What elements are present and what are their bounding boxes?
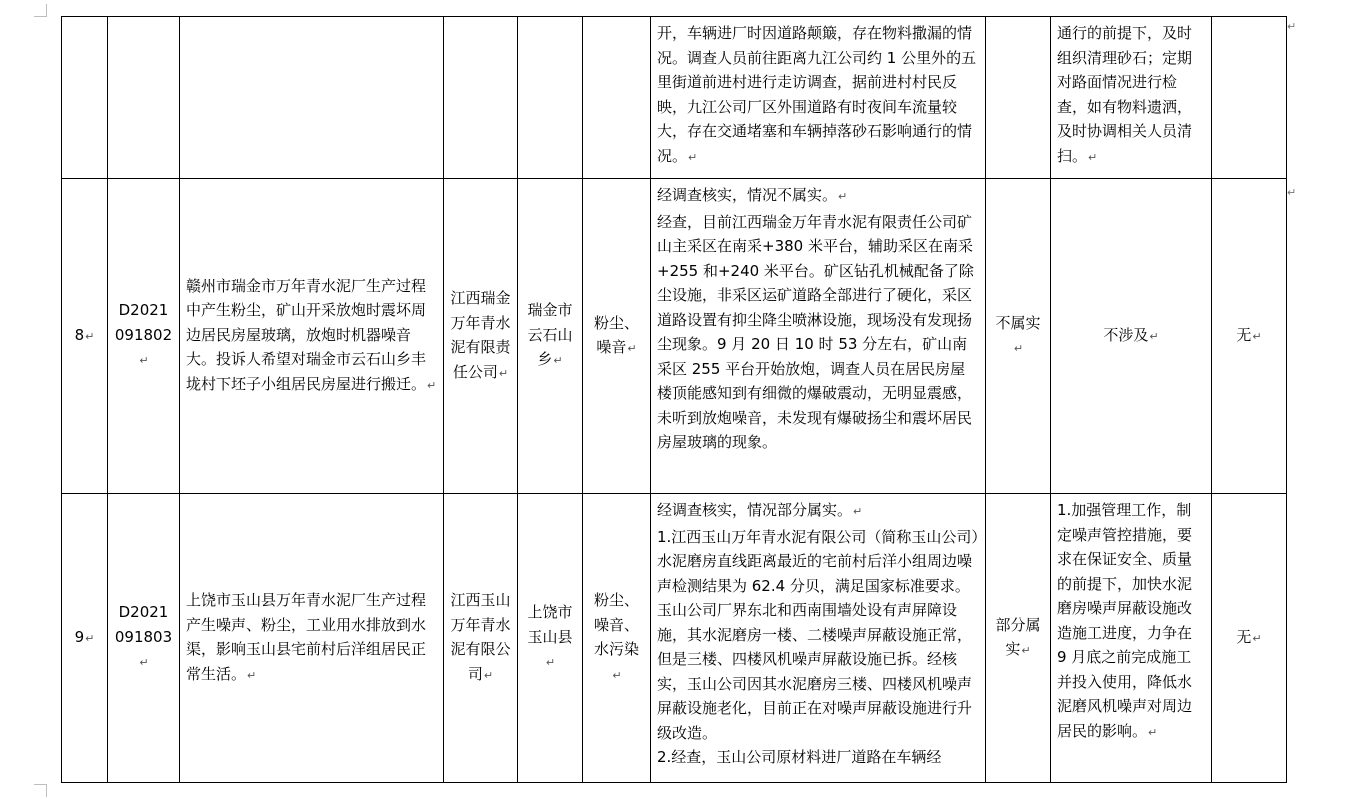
paragraph-mark-icon: ↵ (1252, 631, 1262, 645)
complaint-cell (180, 17, 444, 179)
findings-paragraph: 开，车辆进厂时因道路颠簸，存在物料撒漏的情况。调查人员前往距离九江公司约 1 公里外的五里街道前进村进行走访调查，据前进村村民反映，九江公司厂区外围道路有时夜间车流量较大，存在交通堵塞和车辆掉落砂石影响通行的情况。↵ (657, 24, 977, 165)
case-code-cell (108, 17, 180, 179)
crop-mark-bottom-left (34, 784, 47, 797)
region-cell: 瑞金市云石山乡↵ (518, 179, 583, 494)
pollution-type-cell: 粉尘、噪音↵ (583, 179, 651, 494)
pollution-type-cell (583, 17, 651, 179)
row-index-cell (62, 17, 108, 179)
verdict-cell (986, 17, 1051, 179)
verdict-cell: 部分属实↵ (986, 494, 1051, 783)
unit-cell (444, 17, 518, 179)
paragraph-mark-icon: ↵ (853, 505, 863, 518)
paragraph-mark-icon: ↵ (838, 190, 848, 203)
paragraph-mark-icon: ↵ (1252, 329, 1262, 343)
unit-cell: 江西瑞金万年青水泥有限责任公司↵ (444, 179, 518, 494)
accountability-cell (1212, 17, 1287, 179)
verdict-cell: 不属实↵ (986, 179, 1051, 494)
findings-paragraph: 1.江西玉山万年青水泥有限公司（简称玉山公司）水泥磨房直线距离最近的宅前村后洋小组周边噪声检测结果为 62.4 分贝，满足国家标准要求。玉山公司厂界东北和西南围墙处设有声屏障设施，其水泥磨房一楼、二楼噪声屏蔽设施正常，但是三楼、四楼风机噪声屏蔽设施已拆。经核实，玉山公司因其水泥磨房三楼、四楼风机噪声屏蔽设施老化，目前正在对噪声屏蔽设施进行升级改造。 (657, 527, 979, 742)
findings-cell (651, 179, 986, 494)
paragraph-mark-icon: ↵ (688, 150, 698, 164)
paragraph-mark-icon: ↵ (139, 656, 149, 670)
paragraph-mark-icon: ↵ (1021, 644, 1031, 657)
row-end-mark-icon: ↵ (1287, 186, 1297, 199)
complaint-table (61, 16, 1287, 783)
paragraph-mark-icon: ↵ (427, 378, 437, 392)
table-row (62, 17, 1287, 179)
pollution-type-cell: 粉尘、噪音、水污染↵ (583, 494, 651, 783)
findings-paragraph: 经调查核实，情况不属实。↵ (657, 186, 848, 204)
paragraph-mark-icon: ↵ (85, 631, 95, 645)
paragraph-mark-icon: ↵ (498, 366, 509, 380)
findings-cell (651, 494, 986, 783)
table-row (62, 179, 1287, 494)
findings-cell (651, 17, 986, 179)
measures-cell: 通行的前提下，及时组织清理砂石；定期对路面情况进行检查，如有物料遗洒，及时协调相关人员清扫。↵ (1051, 17, 1212, 179)
case-code-cell: D2021091803↵ (108, 494, 180, 783)
measures-cell: 不涉及↵ (1051, 179, 1212, 494)
region-cell: 上饶市玉山县↵ (518, 494, 583, 783)
unit-cell: 江西玉山万年青水泥有限公司↵ (444, 494, 518, 783)
paragraph-mark-icon: ↵ (553, 354, 563, 368)
paragraph-mark-icon: ↵ (1088, 150, 1098, 164)
paragraph-mark-icon: ↵ (612, 668, 622, 682)
case-code-cell: D2021091802↵ (108, 179, 180, 494)
paragraph-mark-icon: ↵ (483, 668, 494, 682)
crop-mark-top-left (34, 4, 47, 17)
findings-paragraph: 经调查核实，情况部分属实。↵ (657, 501, 863, 519)
paragraph-mark-icon: ↵ (1013, 342, 1024, 355)
findings-paragraph: 2.经查，玉山公司原材料进厂道路在车辆经 (657, 748, 942, 766)
complaint-cell: 赣州市瑞金市万年青水泥厂生产过程中产生粉尘，矿山开采放炮时震坏周边居民房屋玻璃，放炮时机器噪音大。投诉人希望对瑞金市云石山乡丰垅村下坯子小组居民房屋进行搬迁。↵ (180, 179, 444, 494)
paragraph-mark-icon: ↵ (85, 329, 95, 343)
paragraph-mark-icon: ↵ (1148, 725, 1158, 739)
region-cell (518, 17, 583, 179)
accountability-cell: 无↵ (1212, 179, 1287, 494)
accountability-cell: 无↵ (1212, 494, 1287, 783)
paragraph-mark-icon: ↵ (1149, 329, 1159, 343)
table-row (62, 494, 1287, 783)
measures-cell: 1.加强管理工作，制定噪声管控措施，要求在保证安全、质量的前提下，加快水泥磨房噪声屏蔽设施改造施工进度，力争在 9 月底之前完成施工并投入使用，降低水泥磨风机噪声对周边居民的影响。↵ (1051, 494, 1212, 783)
row-end-mark-icon: ↵ (1287, 20, 1297, 33)
complaint-cell: 上饶市玉山县万年青水泥厂生产过程产生噪声、粉尘，工业用水排放到水渠，影响玉山县宅前村后洋组居民正常生活。↵ (180, 494, 444, 783)
row-index-cell: 8↵ (62, 179, 108, 494)
paragraph-mark-icon: ↵ (247, 668, 257, 682)
paragraph-mark-icon: ↵ (139, 354, 149, 368)
findings-paragraph: 经查，目前江西瑞金万年青水泥有限责任公司矿山主采区在南采+380 米平台，辅助采区在南采+255 和+240 米平台。矿区钻孔机械配备了除尘设施，非采区运矿道路全部进行了硬化，采区道路设置有抑尘降尘喷淋设施，现场没有发现扬尘现象。9 月 20 日 10 时 53 分左右，矿山南采区 255 平台开始放炮，调查人员在居民房屋楼顶能感知到有细微的爆破震动，无明显震感，未听到放炮噪音，未发现有爆破扬尘和震坏居民房屋玻璃的现象。 (657, 212, 974, 451)
row-index-cell: 9↵ (62, 494, 108, 783)
paragraph-mark-icon: ↵ (627, 342, 637, 355)
paragraph-mark-icon: ↵ (545, 656, 556, 670)
